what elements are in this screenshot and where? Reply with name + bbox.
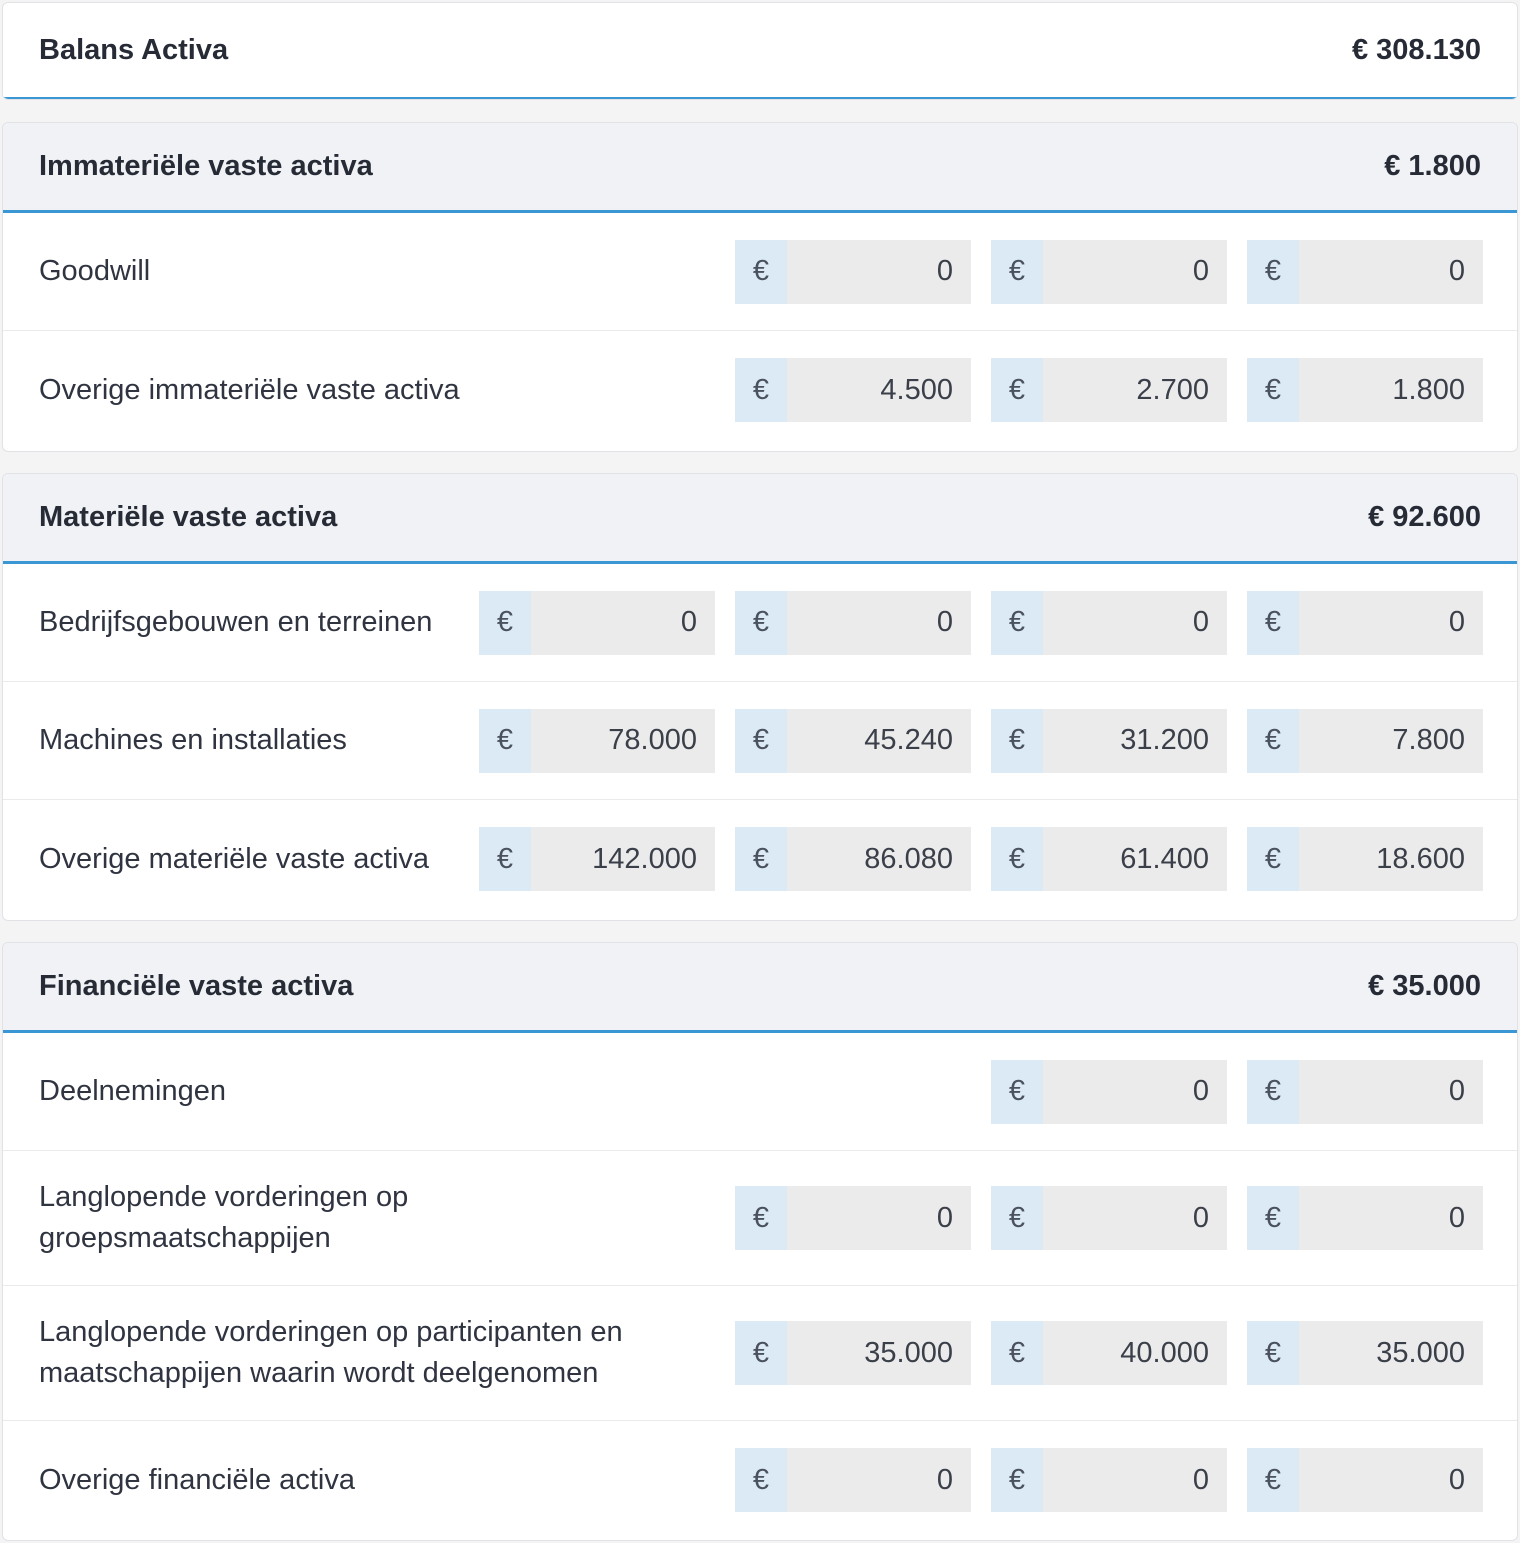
- amount-value[interactable]: 61.400: [1043, 827, 1227, 891]
- amount-input[interactable]: [1247, 827, 1483, 891]
- row-label: Overige financiële activa: [39, 1463, 355, 1496]
- amount-input[interactable]: [991, 240, 1227, 304]
- section-tangible-assets: [2, 473, 1518, 921]
- row-label: Bedrijfsgebouwen en terreinen: [39, 606, 433, 638]
- balance-summary-card: [2, 2, 1518, 100]
- row-label-line: maatschappijen waarin wordt deelgenomen: [39, 1357, 599, 1389]
- amount-value[interactable]: 0: [1043, 1448, 1227, 1512]
- section-title: Immateriële vaste activa: [39, 150, 373, 182]
- section-header: [3, 474, 1517, 564]
- amount-value[interactable]: 31.200: [1043, 709, 1227, 773]
- amount-value[interactable]: 86.080: [787, 827, 971, 891]
- amount-input[interactable]: [1247, 591, 1483, 655]
- amount-input[interactable]: [735, 591, 971, 655]
- balance-total: € 308.130: [1351, 33, 1481, 66]
- balance-header: [3, 3, 1517, 100]
- amount-value[interactable]: 0: [787, 1186, 971, 1250]
- euro-addon: €: [735, 240, 787, 304]
- euro-addon: €: [991, 827, 1043, 891]
- amount-input[interactable]: [735, 1448, 971, 1512]
- section-total: € 35.000: [1368, 970, 1481, 1002]
- amount-input[interactable]: [991, 591, 1227, 655]
- amount-input[interactable]: [991, 1186, 1227, 1250]
- amount-value[interactable]: 35.000: [1299, 1321, 1483, 1385]
- row-label-line: Langlopende vorderingen op participanten en: [39, 1316, 623, 1348]
- amount-input[interactable]: [1247, 240, 1483, 304]
- balance-title: Balans Activa: [39, 33, 229, 66]
- euro-addon: €: [735, 1321, 787, 1385]
- amount-input[interactable]: [735, 827, 971, 891]
- row-label-line: groepsmaatschappijen: [39, 1222, 331, 1254]
- section-header: [3, 943, 1517, 1033]
- amount-input[interactable]: [1247, 1060, 1483, 1124]
- row-label: Machines en installaties: [39, 724, 347, 756]
- euro-addon: €: [479, 591, 531, 655]
- amount-value[interactable]: 18.600: [1299, 827, 1483, 891]
- row-participations: [3, 1033, 1517, 1151]
- euro-addon: €: [991, 1448, 1043, 1512]
- amount-input[interactable]: [735, 1186, 971, 1250]
- amount-input[interactable]: [1247, 1321, 1483, 1385]
- row-participant-receivables: [3, 1286, 1517, 1421]
- row-machines-and-installations: [3, 682, 1517, 800]
- euro-addon: €: [1247, 1060, 1299, 1124]
- row-label: Overige immateriële vaste activa: [39, 373, 460, 406]
- amount-value[interactable]: 0: [1299, 240, 1483, 304]
- euro-addon: €: [991, 709, 1043, 773]
- amount-input[interactable]: [1247, 1186, 1483, 1250]
- amount-input[interactable]: [991, 709, 1227, 773]
- euro-addon: €: [735, 591, 787, 655]
- amount-input[interactable]: [991, 1321, 1227, 1385]
- section-financial-assets: [2, 942, 1518, 1541]
- euro-addon: €: [1247, 709, 1299, 773]
- row-label: Overige materiële vaste activa: [39, 842, 430, 875]
- euro-addon: €: [735, 1448, 787, 1512]
- euro-addon: €: [1247, 827, 1299, 891]
- amount-input[interactable]: [735, 358, 971, 422]
- euro-addon: €: [479, 827, 531, 891]
- euro-addon: €: [1247, 1186, 1299, 1250]
- row-label-line: Langlopende vorderingen op: [39, 1181, 409, 1213]
- section-title: Financiële vaste activa: [39, 970, 354, 1002]
- row-goodwill: [3, 213, 1517, 331]
- amount-value[interactable]: 40.000: [1043, 1321, 1227, 1385]
- amount-value[interactable]: 0: [787, 240, 971, 304]
- amount-value[interactable]: 0: [1299, 1448, 1483, 1512]
- euro-addon: €: [1247, 1321, 1299, 1385]
- euro-addon: €: [991, 240, 1043, 304]
- amount-input[interactable]: [735, 240, 971, 304]
- row-other-immaterial-assets: [3, 331, 1517, 449]
- euro-addon: €: [1247, 240, 1299, 304]
- amount-value[interactable]: 0: [1299, 1186, 1483, 1250]
- amount-value[interactable]: 0: [1299, 591, 1483, 655]
- amount-input[interactable]: [479, 827, 715, 891]
- euro-addon: €: [735, 827, 787, 891]
- row-buildings-and-land: [3, 564, 1517, 682]
- amount-input[interactable]: [991, 358, 1227, 422]
- row-other-financial-assets: [3, 1421, 1517, 1539]
- euro-addon: €: [1247, 1448, 1299, 1512]
- section-immaterial-assets: [2, 122, 1518, 452]
- row-label: [39, 1177, 408, 1259]
- section-title: Materiële vaste activa: [39, 501, 338, 533]
- amount-value[interactable]: 0: [1043, 1186, 1227, 1250]
- row-other-tangible-assets: [3, 800, 1517, 918]
- amount-input[interactable]: [991, 1060, 1227, 1124]
- amount-value[interactable]: 0: [531, 591, 715, 655]
- euro-addon: €: [991, 591, 1043, 655]
- amount-value[interactable]: 0: [1043, 1060, 1227, 1124]
- euro-addon: €: [991, 1186, 1043, 1250]
- amount-value[interactable]: 0: [787, 591, 971, 655]
- euro-addon: €: [1247, 358, 1299, 422]
- section-total: € 1.800: [1384, 150, 1481, 182]
- row-group-receivables: [3, 1151, 1517, 1286]
- amount-input[interactable]: [991, 1448, 1227, 1512]
- row-label: [39, 1312, 623, 1394]
- row-label: Deelnemingen: [39, 1075, 227, 1107]
- section-header: [3, 123, 1517, 213]
- amount-input[interactable]: [1247, 709, 1483, 773]
- amount-input[interactable]: [1247, 358, 1483, 422]
- amount-value[interactable]: 45.240: [787, 709, 971, 773]
- amount-value[interactable]: 0: [1299, 1060, 1483, 1124]
- euro-addon: €: [479, 709, 531, 773]
- euro-addon: €: [991, 1321, 1043, 1385]
- amount-value[interactable]: 1.800: [1299, 358, 1483, 422]
- amount-value[interactable]: 0: [1043, 591, 1227, 655]
- euro-addon: €: [991, 1060, 1043, 1124]
- amount-value[interactable]: 142.000: [531, 827, 715, 891]
- amount-input[interactable]: [1247, 1448, 1483, 1512]
- amount-value[interactable]: 35.000: [787, 1321, 971, 1385]
- amount-input[interactable]: [991, 827, 1227, 891]
- euro-addon: €: [735, 709, 787, 773]
- euro-addon: €: [1247, 591, 1299, 655]
- amount-input[interactable]: [735, 709, 971, 773]
- section-total: € 92.600: [1368, 501, 1481, 533]
- amount-value[interactable]: 0: [1043, 240, 1227, 304]
- euro-addon: €: [735, 1186, 787, 1250]
- amount-input[interactable]: [479, 709, 715, 773]
- amount-input[interactable]: [735, 1321, 971, 1385]
- euro-addon: €: [991, 358, 1043, 422]
- amount-value[interactable]: 7.800: [1299, 709, 1483, 773]
- amount-input[interactable]: [479, 591, 715, 655]
- amount-value[interactable]: 78.000: [531, 709, 715, 773]
- euro-addon: €: [735, 358, 787, 422]
- amount-value[interactable]: 2.700: [1043, 358, 1227, 422]
- amount-value[interactable]: 0: [787, 1448, 971, 1512]
- amount-value[interactable]: 4.500: [787, 358, 971, 422]
- row-label: Goodwill: [39, 255, 151, 287]
